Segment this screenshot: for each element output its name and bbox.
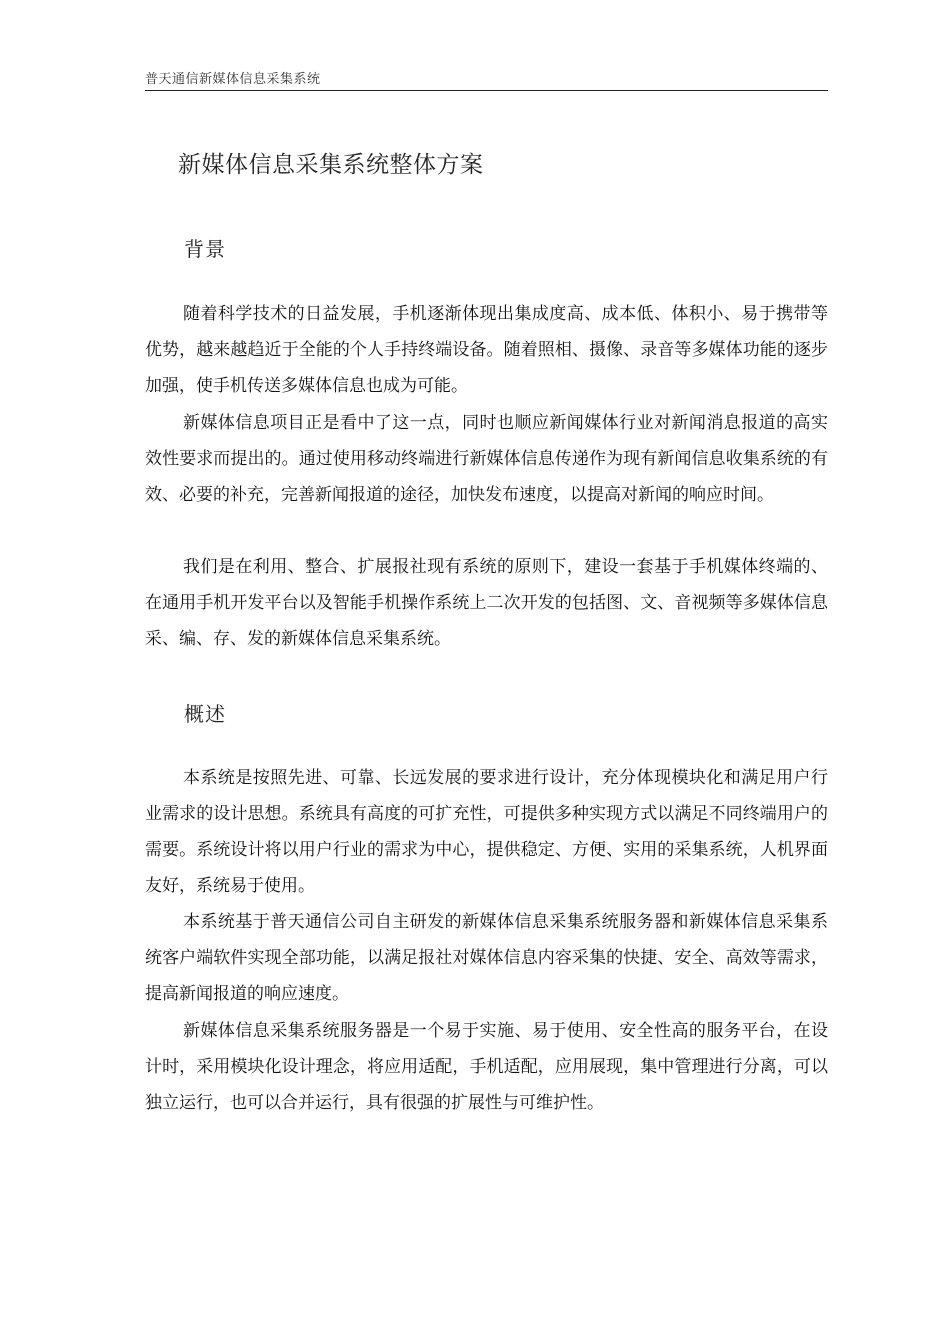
paragraph-overview-2: 本系统基于普天通信公司自主研发的新媒体信息采集系统服务器和新媒体信息采集系统客户端软件实现全部功能，以满足报社对媒体信息内容采集的快捷、安全、高效等需求，提高新闻报道的响应速度。 xyxy=(145,912,828,1004)
paragraph-overview-1: 本系统是按照先进、可靠、长远发展的要求进行设计，充分体现模块化和满足用户行业需求的设计思想。系统具有高度的可扩充性，可提供多种实现方式以满足不同终端用户的需要。系统设计将以用户行业的需求为中心，提供稳定、方便、实用的采集系统，人机界面友好，系统易于使用。 xyxy=(145,768,828,896)
paragraph-background-3: 我们是在利用、整合、扩展报社现有系统的原则下，建设一套基于手机媒体终端的、在通用手机开发平台以及智能手机操作系统上二次开发的包括图、文、音视频等多媒体信息采、编、存、发的新媒体信息采集系统。 xyxy=(145,557,828,649)
section-heading-overview: 概述 xyxy=(184,702,226,726)
paragraph-overview-3: 新媒体信息采集系统服务器是一个易于实施、易于使用、安全性高的服务平台，在设计时，采用模块化设计理念，将应用适配，手机适配，应用展现，集中管理进行分离，可以独立运行，也可以合并运行，具有很强的扩展性与可维护性。 xyxy=(145,1021,828,1113)
document-title: 新媒体信息采集系统整体方案 xyxy=(178,152,484,178)
section-heading-background: 背景 xyxy=(184,237,226,261)
running-header-title: 普天通信新媒体信息采集系统 xyxy=(145,72,321,87)
page-header xyxy=(145,66,828,91)
paragraph-background-2: 新媒体信息项目正是看中了这一点，同时也顺应新闻媒体行业对新闻消息报道的高实效性要求而提出的。通过使用移动终端进行新媒体信息传递作为现有新闻信息收集系统的有效、必要的补充，完善新闻报道的途径，加快发布速度，以提高对新闻的响应时间。 xyxy=(145,413,828,505)
paragraph-background-1: 随着科学技术的日益发展，手机逐渐体现出集成度高、成本低、体积小、易于携带等优势，越来越趋近于全能的个人手持终端设备。随着照相、摄像、录音等多媒体功能的逐步加强，使手机传送多媒体信息也成为可能。 xyxy=(145,304,828,396)
